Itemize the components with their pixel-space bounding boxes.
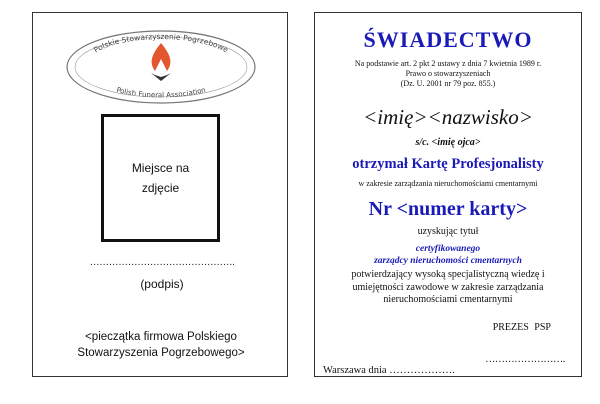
logo-text-top: Polskie Stowarzyszenie Pogrzebowe — [92, 31, 230, 55]
stamp-line-2: Stowarzyszenia Pogrzebowego> — [77, 347, 245, 359]
father-name-placeholder: s/c. <imię ojca> — [415, 137, 481, 148]
received-card-heading: otrzymał Kartę Profesjonalisty — [352, 156, 544, 172]
legal-basis-line-2: Prawo o stowarzyszeniach — [405, 69, 491, 78]
confirmation-line-1: potwierdzający wysoką specjalistyczną wiedzę i — [351, 269, 545, 280]
president-label: PREZES PSP — [492, 322, 551, 333]
svg-text:Polish Funeral Association — [116, 86, 207, 99]
president-signature-line: ……………………. — [485, 354, 565, 365]
certificate-title: ŚWIADECTWO — [363, 27, 533, 52]
logo-text-bottom: Polish Funeral Association — [115, 85, 207, 100]
card-number-placeholder: Nr <numer karty> — [368, 198, 528, 220]
polish-funeral-association-logo — [61, 27, 261, 107]
issue-date-line: Warszawa dnia ………………. — [323, 365, 455, 376]
certificate-left-panel — [32, 12, 288, 377]
stamp-placeholder — [41, 329, 281, 361]
certified-title-line-1: certyfikowanego — [415, 244, 481, 254]
obtaining-title-text: uzyskując tytuł — [417, 226, 479, 237]
confirmation-line-3: nieruchomościami cmentarnymi — [383, 294, 513, 305]
confirmation-text — [315, 269, 581, 307]
holder-name-placeholder: <imię><nazwisko> — [363, 105, 533, 129]
flame-icon — [151, 43, 171, 81]
confirmation-line-2: umiejętności zawodowe w zakresie zarządzania — [352, 281, 544, 293]
signature-line: ………………………………………. — [89, 257, 235, 268]
signature-label: (podpis) — [140, 277, 184, 291]
photo-placeholder — [101, 114, 220, 242]
certified-title — [315, 243, 581, 267]
legal-basis — [315, 59, 581, 89]
legal-basis-line-3: (Dz. U. 2001 nr 79 poz. 855.) — [400, 79, 496, 88]
certificate-right-panel — [314, 12, 582, 377]
legal-basis-line-1: Na podstawie art. 2 pkt 2 ustawy z dnia 7 kwietnia 1989 r. — [354, 59, 542, 68]
scope-text: w zakresie zarządzania nieruchomościami cmentarnymi — [358, 179, 538, 188]
stamp-line-1: <pieczątka firmowa Polskiego — [85, 331, 237, 343]
certified-title-line-2: zarządcy nieruchomości cmentarnych — [374, 256, 522, 266]
photo-placeholder-label: Miejsce na zdjęcie — [131, 161, 190, 195]
